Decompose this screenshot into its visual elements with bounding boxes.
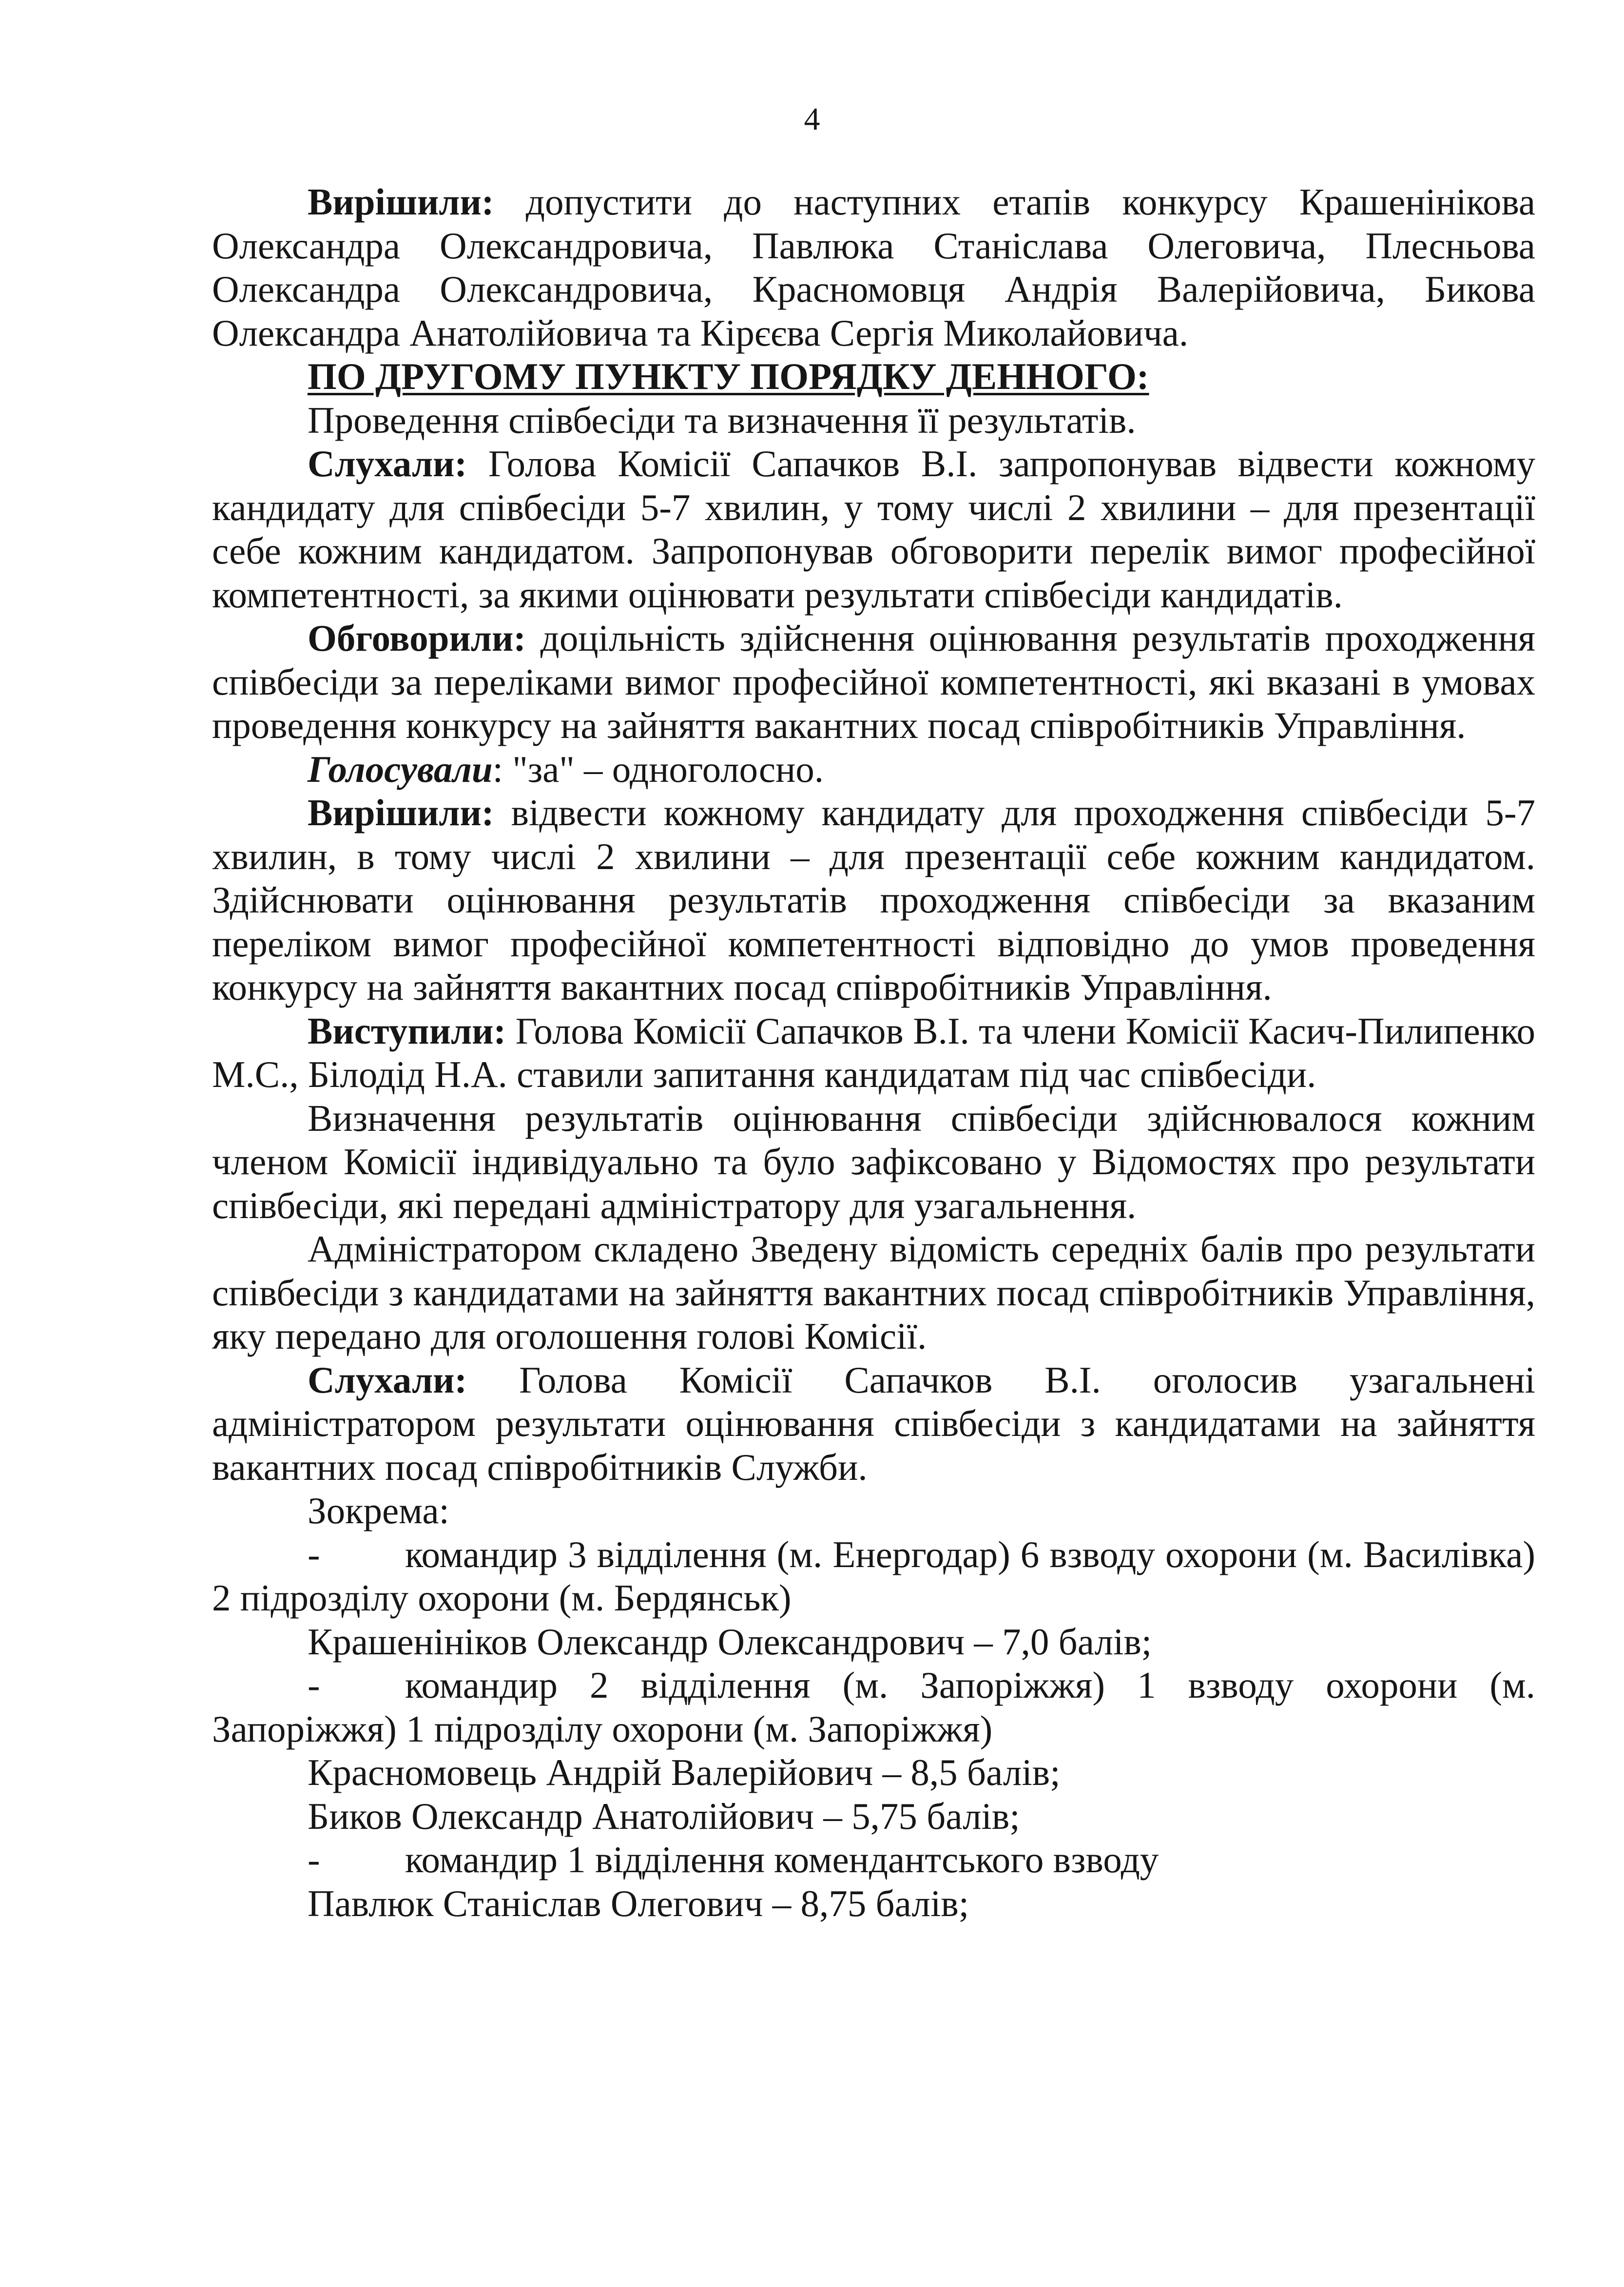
- list-dash: -: [308, 1664, 320, 1706]
- page-number: 4: [804, 101, 820, 137]
- spoke-label: Виступили:: [308, 1009, 506, 1052]
- candidate-score: Биков Олександр Анатолійович – 5,75 балів;: [308, 1795, 1020, 1837]
- agenda-item: Проведення співбесіди та визначення її результатів.: [308, 399, 1136, 441]
- candidate-score: Павлюк Станіслав Олегович – 8,75 балів;: [308, 1882, 969, 1924]
- heard-text: Голова Комісії Сапачков В.І. запропонував відвести кожному кандидату для співбесіди 5-7 хвилин, у тому числі 2 хвилини – для презентації себе кожним кандидатом. Запропонував обговорити перелік вимог професійної компетентності, за якими оцінювати результати співбесіди кандидатів.: [212, 443, 1535, 616]
- admin-paragraph: Адміністратором складено Зведену відомість середніх балів про результати співбесіди з кандидатами на зайняття вакантних посад співробітників Управління, яку передано для оголошення голові Комісії.: [212, 1228, 1535, 1357]
- heard-label: Слухали:: [308, 1358, 467, 1401]
- heard-paragraph-2: [212, 1358, 1535, 1490]
- heard-label: Слухали:: [308, 443, 467, 485]
- discussed-label: Обговорили:: [308, 617, 526, 659]
- decision-paragraph-1: [212, 180, 1535, 355]
- decision-label: Вирішили:: [308, 792, 494, 833]
- voted-label: Голосували: [308, 748, 493, 790]
- position-item: [212, 1664, 1535, 1751]
- results-paragraph: Визначення результатів оцінювання співбесіди здійснювалося кожним членом Комісії індивідуально та було зафіксовано у Відомостях про результати співбесіди, які передані адміністратору для узагальнення.: [212, 1097, 1535, 1226]
- position-item: [212, 1838, 1535, 1882]
- in-particular-line: Зокрема:: [308, 1490, 449, 1531]
- voted-line: [212, 748, 1535, 792]
- spoke-text: Голова Комісії Сапачков В.І. та члени Комісії Касич-Пилипенко М.С., Білодід Н.А. ставили запитання кандидатам під час співбесіди.: [212, 1009, 1535, 1095]
- section-heading: ПО ДРУГОМУ ПУНКТУ ПОРЯДКУ ДЕННОГО:: [308, 355, 1149, 397]
- decision-paragraph-2: [212, 791, 1535, 1009]
- heard-text: Голова Комісії Сапачков В.І. оголосив узагальнені адміністратором результати оцінювання співбесіди з кандидатами на зайняття вакантних посад співробітників Служби.: [212, 1358, 1535, 1488]
- heard-paragraph-1: [212, 442, 1535, 617]
- list-dash: -: [308, 1533, 320, 1575]
- position-item: [212, 1533, 1535, 1620]
- position-title: командир 1 відділення комендантського взводу: [405, 1839, 1159, 1880]
- position-title: командир 3 відділення (м. Енергодар) 6 взводу охорони (м. Василівка) 2 підрозділу охорони (м. Бердянськ): [212, 1533, 1535, 1619]
- decision-text: допустити до наступних етапів конкурсу Крашенінікова Олександра Олександровича, Павлюка Станіслава Олеговича, Плесньова Олександра Олександровича, Красномовця Андрія Валерійовича, Бикова Олександра Анатолійовича та Кірєєва Сергія Миколайовича.: [212, 181, 1535, 354]
- discussed-paragraph: [212, 617, 1535, 748]
- spoke-paragraph: [212, 1009, 1535, 1097]
- discussed-text: доцільність здійснення оцінювання результатів проходження співбесіди за переліками вимог професійної компетентності, які вказані в умовах проведення конкурсу на зайняття вакантних посад співробітників Управління.: [212, 617, 1535, 746]
- list-dash: -: [308, 1839, 320, 1880]
- voted-text: : "за" – одноголосно.: [492, 748, 824, 790]
- decision-text: відвести кожному кандидату для проходження співбесіди 5-7 хвилин, в тому числі 2 хвилини – для презентації себе кожним кандидатом. Здійснювати оцінювання результатів проходження співбесіди за вказаним переліком вимог професійної компетентності відповідно до умов проведення конкурсу на зайняття вакантних посад співробітників Управління.: [212, 792, 1535, 1008]
- position-title: командир 2 відділення (м. Запоріжжя) 1 взводу охорони (м. Запоріжжя) 1 підрозділу охорони (м. Запоріжжя): [212, 1664, 1535, 1750]
- candidate-score: Крашенініков Олександр Олександрович – 7,0 балів;: [308, 1620, 1152, 1663]
- document-body: [212, 180, 1535, 1925]
- candidate-score: Красномовець Андрій Валерійович – 8,5 балів;: [308, 1751, 1061, 1793]
- decision-label: Вирішили:: [308, 181, 494, 223]
